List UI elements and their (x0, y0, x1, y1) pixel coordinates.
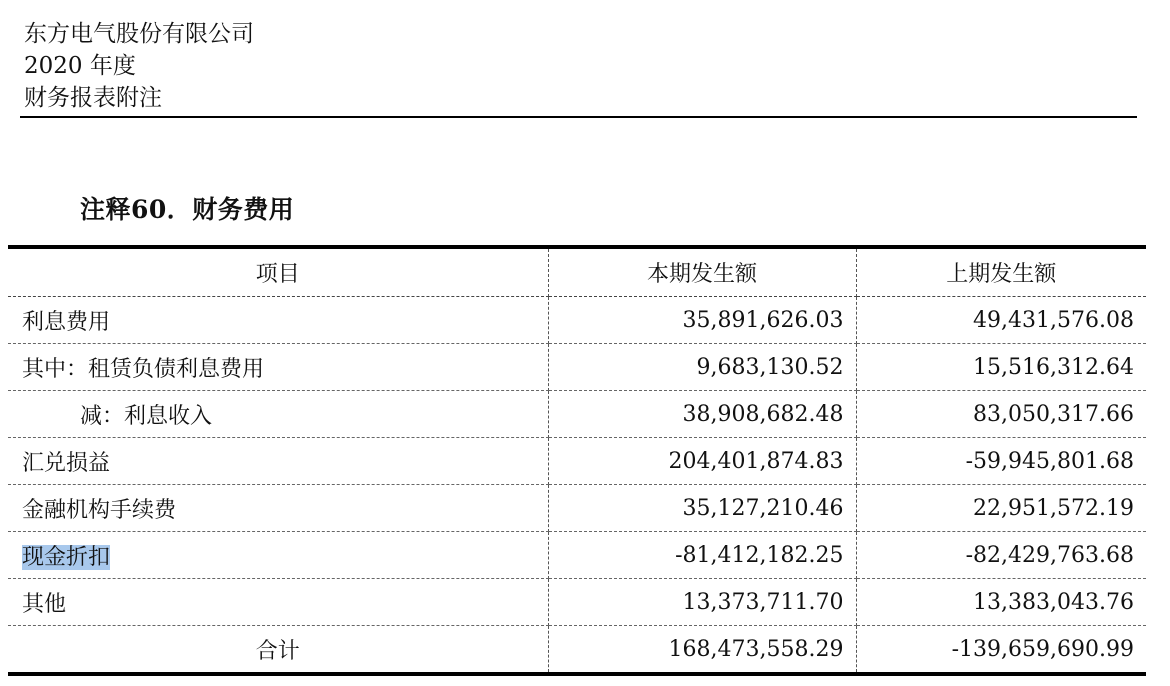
row-previous-value: 15,516,312.64 (856, 344, 1146, 391)
row-current-value: 35,127,210.46 (548, 485, 856, 532)
financial-expense-table-wrap (8, 245, 1146, 676)
total-label: 合计 (8, 626, 548, 675)
row-previous-value: 49,431,576.08 (856, 297, 1146, 344)
total-current-value: 168,473,558.29 (548, 626, 856, 675)
table-row (8, 579, 1146, 626)
report-year: 2020 年度 (24, 53, 136, 79)
company-name: 东方电气股份有限公司 (24, 21, 254, 47)
table-row (8, 532, 1146, 579)
row-current-value: 35,891,626.03 (548, 297, 856, 344)
row-current-value: 38,908,682.48 (548, 391, 856, 438)
column-header-previous: 上期发生额 (856, 247, 1146, 297)
note-title: 注释60．财务费用 (80, 195, 295, 224)
header-divider (20, 116, 1137, 118)
document-header (24, 18, 1136, 114)
table-total-row (8, 626, 1146, 675)
row-previous-value: -82,429,763.68 (856, 532, 1146, 579)
row-label: 其中：租赁负债利息费用 (8, 344, 548, 391)
row-label: 减：利息收入 (8, 391, 548, 438)
column-header-current: 本期发生额 (548, 247, 856, 297)
row-label: 金融机构手续费 (8, 485, 548, 532)
row-label-cell (8, 532, 548, 579)
table-row (8, 391, 1146, 438)
table-header-row (8, 247, 1146, 297)
column-header-item: 项目 (8, 247, 548, 297)
table-row (8, 297, 1146, 344)
row-previous-value: 22,951,572.19 (856, 485, 1146, 532)
total-previous-value: -139,659,690.99 (951, 636, 1134, 662)
row-current-value: 204,401,874.83 (548, 438, 856, 485)
row-label: 汇兑损益 (8, 438, 548, 485)
row-label: 利息费用 (8, 297, 548, 344)
row-current-value: -81,412,182.25 (548, 532, 856, 579)
row-current-value: 13,373,711.70 (548, 579, 856, 626)
report-title: 财务报表附注 (24, 85, 162, 111)
table-row (8, 438, 1146, 485)
row-previous-value: 83,050,317.66 (856, 391, 1146, 438)
row-current-value: 9,683,130.52 (548, 344, 856, 391)
financial-expense-table (8, 245, 1146, 676)
selected-text-highlight[interactable]: 现金折扣 (22, 544, 111, 570)
row-previous-value: -59,945,801.68 (856, 438, 1146, 485)
table-row (8, 344, 1146, 391)
row-label: 其他 (8, 579, 548, 626)
table-row (8, 485, 1146, 532)
row-previous-value: 13,383,043.76 (856, 579, 1146, 626)
